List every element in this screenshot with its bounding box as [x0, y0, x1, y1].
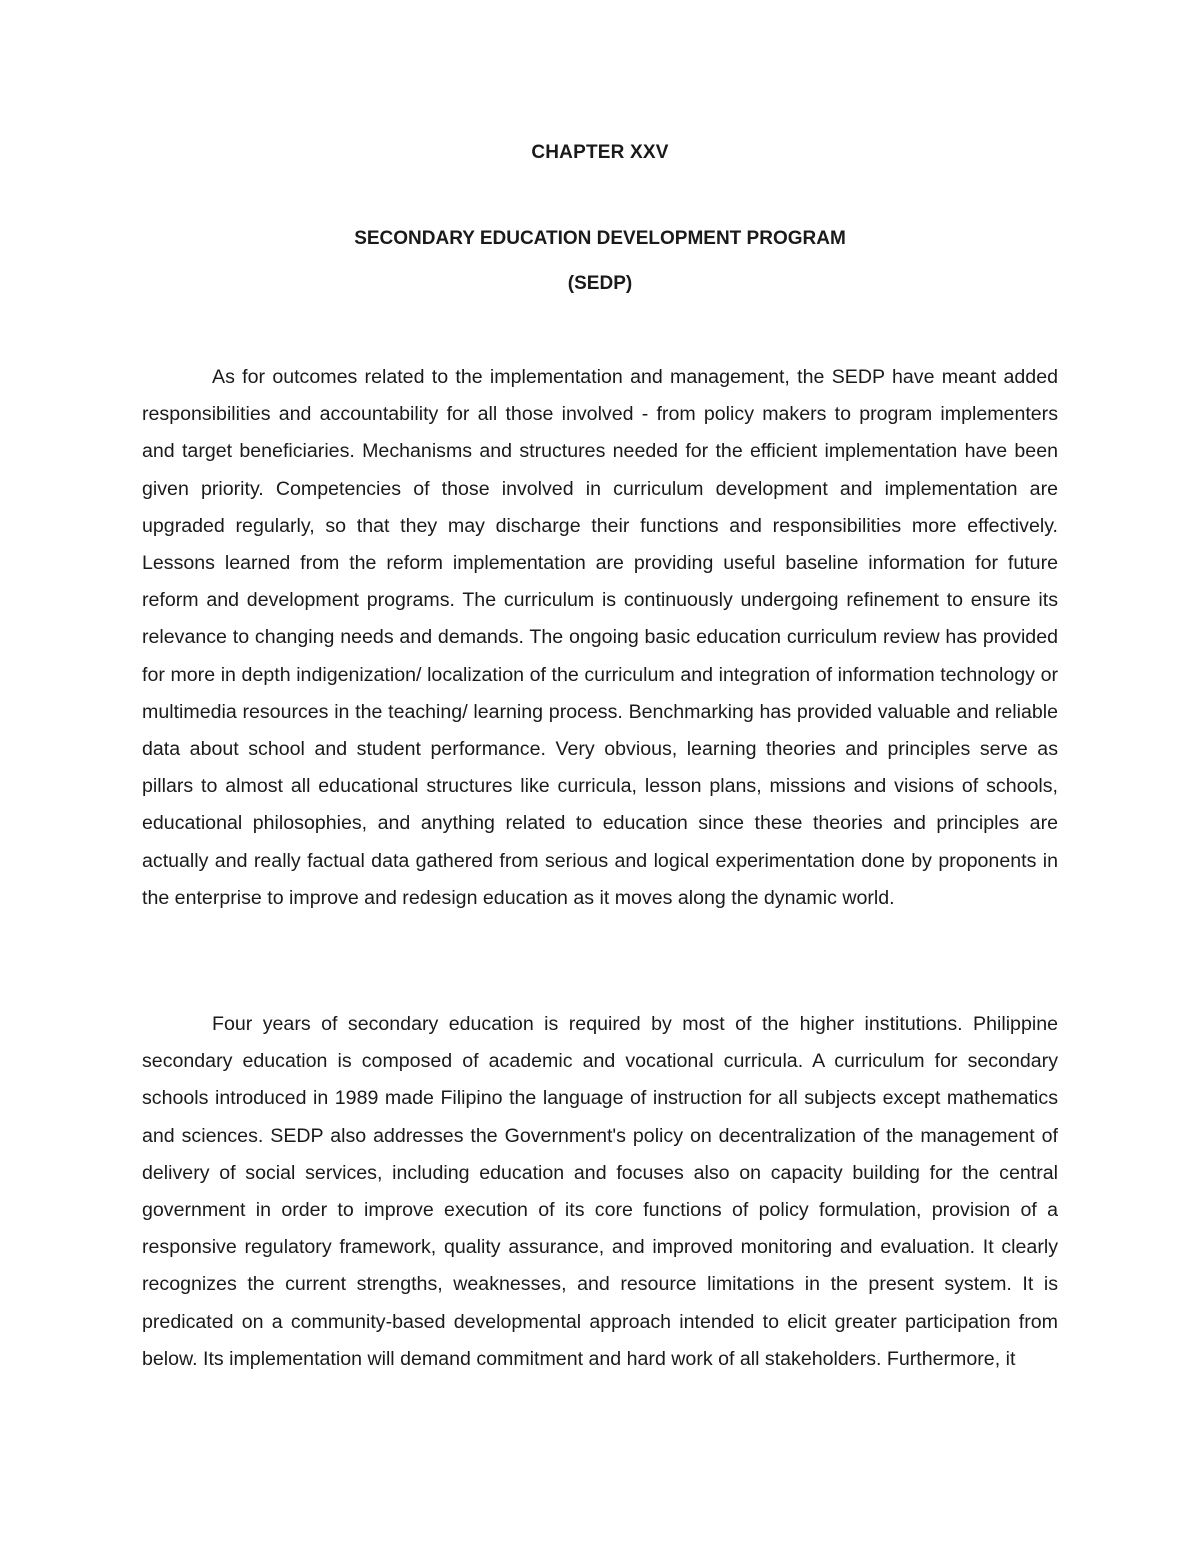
body-paragraph: Four years of secondary education is required by most of the higher institutions. Philippine secondary education is composed of academic and vocational curricula. A curriculum for secondary schools introduced in 1989 made Filipino the language of instruction for all subjects except mathematics and sciences. SEDP also addresses the Government's policy on decentralization of the management of delivery of social services, including education and focuses also on capacity building for the central government in order to improve execution of its core functions of policy formulation, provision of a responsive regulatory framework, quality assurance, and improved monitoring and evaluation. It clearly recognizes the current strengths, weaknesses, and resource limitations in the present system. It is predicated on a community-based developmental approach intended to elicit greater participation from below. Its implementation will demand commitment and hard work of all stakeholders. Furthermore, it	[142, 1013, 1058, 1370]
document-title: SECONDARY EDUCATION DEVELOPMENT PROGRAM	[354, 228, 846, 249]
chapter-heading: CHAPTER XXV	[531, 142, 669, 163]
body-paragraph: As for outcomes related to the implementation and management, the SEDP have meant added responsibilities and accountability for all those involved - from policy makers to program implementers and target beneficiaries. Mechanisms and structures needed for the efficient implementation have been given priority. Competencies of those involved in curriculum development and implementation are upgraded regularly, so that they may discharge their functions and responsibilities more effectively. Lessons learned from the reform implementation are providing useful baseline information for future reform and development programs. The curriculum is continuously undergoing refinement to ensure its relevance to changing needs and demands. The ongoing basic education curriculum review has provided for more in depth indigenization/ localization of the curriculum and integration of information technology or multimedia resources in the teaching/ learning process. Benchmarking has provided valuable and reliable data about school and student performance. Very obvious, learning theories and principles serve as pillars to almost all educational structures like curricula, lesson plans, missions and visions of schools, educational philosophies, and anything related to education since these theories and principles are actually and really factual data gathered from serious and logical experimentation done by proponents in the enterprise to improve and redesign education as it moves along the dynamic world.	[142, 366, 1058, 909]
document-subtitle: (SEDP)	[567, 273, 633, 294]
